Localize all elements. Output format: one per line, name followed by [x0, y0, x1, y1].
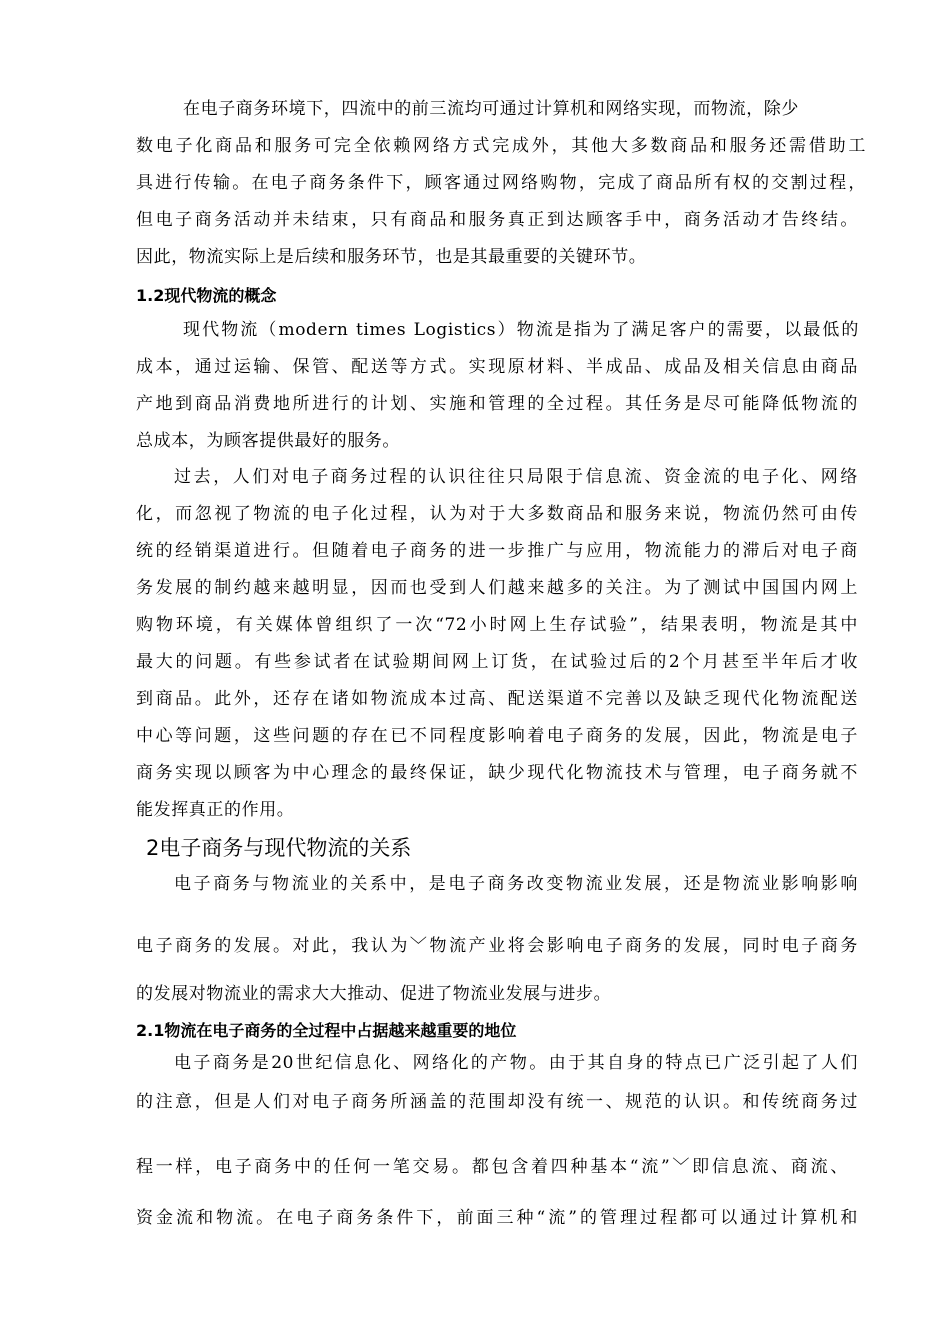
paragraph-4-line-1: 电子商务与物流业的关系中，是电子商务改变物流业发展，还是物流业影响影响 — [174, 874, 858, 894]
paragraph-3-line-5: 购物环境，有关媒体曾组织了一次“72小时网上生存试验”，结果表明，物流是其中 — [136, 615, 858, 635]
paragraph-3-line-7: 到商品。此外，还存在诸如物流成本过高、配送渠道不完善以及缺乏现代化物流配送 — [136, 689, 858, 709]
paragraph-5-line-1: 电子商务是20世纪信息化、网络化的产物。由于其自身的特点已广泛引起了人们 — [174, 1053, 858, 1073]
paragraph-2-line-4: 总成本，为顾客提供最好的服务。 — [136, 431, 400, 451]
paragraph-1-line-2: 数电子化商品和服务可完全依赖网络方式完成外，其他大多数商品和服务还需借助工 — [136, 136, 866, 156]
paragraph-3-line-9: 商务实现以顾客为中心理念的最终保证，缺少现代化物流技术与管理，电子商务就不 — [136, 763, 858, 783]
section-heading-1-2: 1.2现代物流的概念 — [136, 286, 277, 305]
paragraph-2-line-1: 现代物流（modern times Logistics）物流是指为了满足客户的需要，以最低的 — [183, 320, 859, 340]
paragraph-3-line-2: 化，而忽视了物流的电子化过程，认为对于大多数商品和服务来说，物流仍然可由传 — [136, 504, 858, 524]
paragraph-2-line-2: 成本，通过运输、保管、配送等方式。实现原材料、半成品、成品及相关信息由商品 — [136, 357, 858, 377]
paragraph-3-line-3: 统的经销渠道进行。但随着电子商务的进一步推广与应用，物流能力的滞后对电子商 — [136, 541, 858, 561]
paragraph-1-line-5: 因此，物流实际上是后续和服务环节，也是其最重要的关键环节。 — [136, 247, 647, 267]
chapter-heading-2: 2电子商务与现代物流的关系 — [146, 836, 412, 860]
paragraph-5-line-3: 程一样，电子商务中的任何一笔交易。都包含着四种基本“流”﹀即信息流、商流、 — [136, 1157, 848, 1177]
paragraph-1-line-1: 在电子商务环境下，四流中的前三流均可通过计算机和网络实现，而物流，除少 — [183, 99, 799, 119]
paragraph-3-line-4: 务发展的制约越来越明显，因而也受到人们越来越多的关注。为了测试中国国内网上 — [136, 578, 858, 598]
paragraph-3-line-1: 过去，人们对电子商务过程的认识往往只局限于信息流、资金流的电子化、网络 — [174, 467, 858, 487]
paragraph-4-line-2: 电子商务的发展。对此，我认为﹀物流产业将会影响电子商务的发展，同时电子商务 — [136, 936, 858, 956]
paragraph-1-line-3: 具进行传输。在电子商务条件下，顾客通过网络购物，完成了商品所有权的交割过程， — [136, 173, 866, 193]
paragraph-2-line-3: 产地到商品消费地所进行的计划、实施和管理的全过程。其任务是尽可能降低物流的 — [136, 394, 858, 414]
paragraph-5-line-4: 资金流和物流。在电子商务条件下，前面三种“流”的管理过程都可以通过计算机和 — [136, 1208, 858, 1228]
paragraph-3-line-6: 最大的问题。有些参试者在试验期间网上订货，在试验过后的2个月甚至半年后才收 — [136, 652, 858, 672]
paragraph-4-line-3: 的发展对物流业的需求大大推动、促进了物流业发展与进步。 — [136, 984, 612, 1004]
section-heading-2-1: 2.1物流在电子商务的全过程中占据越来越重要的地位 — [136, 1021, 517, 1040]
paragraph-5-line-2: 的注意，但是人们对电子商务所涵盖的范围却没有统一、规范的认识。和传统商务过 — [136, 1092, 858, 1112]
paragraph-1-line-4: 但电子商务活动并未结束，只有商品和服务真正到达顾客手中，商务活动才告终结。 — [136, 210, 858, 230]
paragraph-3-line-8: 中心等问题，这些问题的存在已不同程度影响着电子商务的发展，因此，物流是电子 — [136, 726, 858, 746]
paragraph-3-line-10: 能发挥真正的作用。 — [136, 800, 295, 820]
